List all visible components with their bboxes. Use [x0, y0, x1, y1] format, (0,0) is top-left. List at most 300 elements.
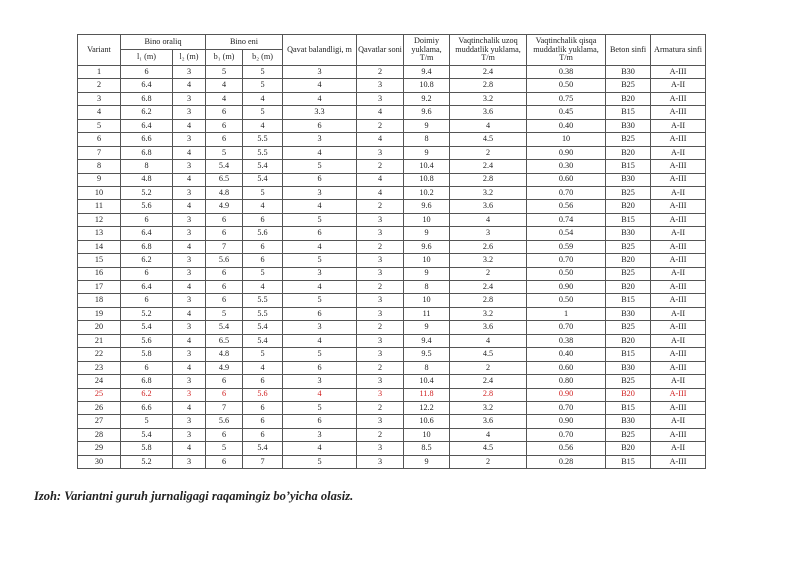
table-cell: 4.8	[121, 173, 173, 186]
table-cell: 5.4	[243, 321, 283, 334]
table-cell: 3	[357, 388, 404, 401]
table-cell: 9	[404, 267, 450, 280]
table-cell: 4.9	[206, 200, 243, 213]
table-cell: 6	[283, 415, 357, 428]
header-variant: Variant	[78, 35, 121, 66]
table-cell: 2	[357, 200, 404, 213]
table-cell: 2	[357, 240, 404, 253]
table-cell: 0.28	[527, 455, 606, 468]
table-cell: 3	[357, 348, 404, 361]
table-cell: 3	[173, 254, 206, 267]
table-cell: 3	[283, 428, 357, 441]
table-cell: 6	[243, 415, 283, 428]
header-b2: b₂ (m)	[243, 50, 283, 66]
table-row	[78, 348, 706, 361]
table-cell: 0.75	[527, 92, 606, 105]
table-cell: 3	[173, 267, 206, 280]
table-cell: 6	[206, 294, 243, 307]
table-row	[78, 321, 706, 334]
table-cell: 0.50	[527, 267, 606, 280]
table-cell: 10	[404, 213, 450, 226]
table-cell: 5.2	[121, 455, 173, 468]
table-cell: 6	[206, 213, 243, 226]
header-b1: b₁ (m)	[206, 50, 243, 66]
table-row	[78, 455, 706, 468]
table-cell: 5	[283, 160, 357, 173]
table-cell: 0.74	[527, 213, 606, 226]
table-cell: 4	[283, 388, 357, 401]
header-concrete: Beton sinfi	[606, 35, 651, 66]
table-row	[78, 133, 706, 146]
table-cell: 5	[283, 348, 357, 361]
table-cell: 4	[283, 240, 357, 253]
table-cell: 0.70	[527, 401, 606, 414]
table-cell: A-III	[651, 294, 706, 307]
table-cell: 5.5	[243, 133, 283, 146]
table-cell: 4	[173, 240, 206, 253]
table-cell: B25	[606, 428, 651, 441]
table-cell: B25	[606, 267, 651, 280]
table-cell: 24	[78, 375, 121, 388]
table-cell: 6	[78, 133, 121, 146]
table-cell: 3	[173, 428, 206, 441]
table-cell: A-III	[651, 66, 706, 79]
table-cell: 2.4	[450, 281, 527, 294]
table-cell: 3	[173, 348, 206, 361]
table-cell: 5	[206, 442, 243, 455]
table-cell: 9	[404, 455, 450, 468]
table-cell: 9.4	[404, 334, 450, 347]
table-cell: 3.2	[450, 92, 527, 105]
table-cell: 3.2	[450, 401, 527, 414]
table-cell: A-III	[651, 428, 706, 441]
table-cell: 5.4	[206, 321, 243, 334]
table-cell: 2.8	[450, 294, 527, 307]
table-cell: 3	[173, 106, 206, 119]
table-row	[78, 442, 706, 455]
table-cell: 6.4	[121, 227, 173, 240]
table-cell: 4	[357, 106, 404, 119]
table-cell: 9	[404, 146, 450, 159]
table-cell: 9.6	[404, 240, 450, 253]
table-cell: B30	[606, 66, 651, 79]
table-cell: 4	[173, 119, 206, 132]
table-cell: 0.90	[527, 415, 606, 428]
table-cell: 6.8	[121, 375, 173, 388]
table-row	[78, 160, 706, 173]
table-cell: 6	[283, 227, 357, 240]
table-cell: 6	[206, 133, 243, 146]
table-cell: 5	[206, 307, 243, 320]
table-cell: 10.8	[404, 173, 450, 186]
table-cell: 5.4	[121, 321, 173, 334]
table-cell: 4.5	[450, 348, 527, 361]
table-cell: 25	[78, 388, 121, 401]
table-row	[78, 267, 706, 280]
table-cell: 2	[357, 119, 404, 132]
table-cell: 4	[173, 79, 206, 92]
table-cell: 3	[78, 92, 121, 105]
table-cell: 10.2	[404, 186, 450, 199]
table-cell: 4	[173, 334, 206, 347]
table-cell: 2.6	[450, 240, 527, 253]
table-cell: 3	[283, 375, 357, 388]
header-short-load: Vaqtinchalik qisqa muddatlik yuklama, T/m	[527, 35, 606, 66]
table-cell: 7	[206, 401, 243, 414]
table-cell: B20	[606, 200, 651, 213]
table-cell: 6.4	[121, 119, 173, 132]
table-cell: 6.4	[121, 281, 173, 294]
table-cell: 10.4	[404, 375, 450, 388]
table-cell: 4	[357, 133, 404, 146]
table-cell: 10.8	[404, 79, 450, 92]
table-cell: 3	[173, 321, 206, 334]
table-cell: 4	[173, 361, 206, 374]
table-cell: 6	[121, 66, 173, 79]
table-cell: 6	[121, 267, 173, 280]
table-cell: B20	[606, 146, 651, 159]
table-row	[78, 146, 706, 159]
table-cell: 21	[78, 334, 121, 347]
table-cell: B20	[606, 334, 651, 347]
table-cell: 4	[243, 281, 283, 294]
table-cell: 10	[404, 428, 450, 441]
table-cell: 6	[206, 428, 243, 441]
table-cell: 9.6	[404, 200, 450, 213]
table-row	[78, 294, 706, 307]
table-body	[78, 66, 706, 469]
table-cell: 0.70	[527, 186, 606, 199]
table-cell: 0.90	[527, 281, 606, 294]
table-cell: 3	[357, 213, 404, 226]
table-cell: A-III	[651, 106, 706, 119]
table-cell: 9	[404, 119, 450, 132]
table-row	[78, 186, 706, 199]
table-cell: 11	[78, 200, 121, 213]
table-cell: 6	[206, 281, 243, 294]
table-cell: 4.5	[450, 442, 527, 455]
table-cell: 2.8	[450, 79, 527, 92]
table-cell: 3.3	[283, 106, 357, 119]
table-cell: B15	[606, 106, 651, 119]
table-cell: 10.6	[404, 415, 450, 428]
table-cell: 3	[173, 388, 206, 401]
table-cell: 3	[357, 415, 404, 428]
table-cell: B15	[606, 294, 651, 307]
table-cell: 2	[357, 361, 404, 374]
table-cell: A-II	[651, 267, 706, 280]
table-cell: 3	[357, 334, 404, 347]
table-cell: A-III	[651, 213, 706, 226]
table-cell: A-III	[651, 240, 706, 253]
table-cell: 23	[78, 361, 121, 374]
table-cell: 4	[173, 401, 206, 414]
table-cell: 3	[173, 213, 206, 226]
table-cell: 4	[450, 213, 527, 226]
table-cell: 6	[121, 361, 173, 374]
table-cell: 0.70	[527, 428, 606, 441]
table-cell: 6.2	[121, 106, 173, 119]
table-cell: 2	[450, 455, 527, 468]
table-cell: B30	[606, 119, 651, 132]
table-cell: 0.90	[527, 146, 606, 159]
table-cell: 2	[450, 146, 527, 159]
table-cell: 6	[206, 227, 243, 240]
table-cell: 3.6	[450, 415, 527, 428]
table-cell: 19	[78, 307, 121, 320]
table-cell: 4	[283, 281, 357, 294]
table-cell: B20	[606, 388, 651, 401]
table-cell: 5.5	[243, 307, 283, 320]
table-cell: 6.6	[121, 133, 173, 146]
table-cell: 5	[243, 348, 283, 361]
table-cell: 6	[206, 119, 243, 132]
table-cell: 3	[357, 92, 404, 105]
table-cell: A-III	[651, 281, 706, 294]
table-cell: 12.2	[404, 401, 450, 414]
table-cell: 3	[173, 160, 206, 173]
table-cell: 3	[283, 321, 357, 334]
table-cell: 6	[243, 375, 283, 388]
table-cell: 6	[243, 213, 283, 226]
table-cell: 4	[450, 428, 527, 441]
table-cell: 6	[283, 361, 357, 374]
table-cell: 3.2	[450, 307, 527, 320]
table-cell: 4	[243, 92, 283, 105]
table-cell: 3	[357, 267, 404, 280]
table-row	[78, 240, 706, 253]
table-cell: B20	[606, 92, 651, 105]
table-cell: A-II	[651, 334, 706, 347]
table-cell: 3	[173, 455, 206, 468]
table-cell: 8	[121, 160, 173, 173]
header-floors: Qavatlar soni	[357, 35, 404, 66]
table-cell: 0.50	[527, 79, 606, 92]
header-permanent-load: Doimiy yuklama, T/m	[404, 35, 450, 66]
table-row	[78, 361, 706, 374]
table-cell: 3	[173, 227, 206, 240]
table-cell: 9.2	[404, 92, 450, 105]
table-cell: 5.6	[121, 334, 173, 347]
table-cell: 8	[404, 281, 450, 294]
table-cell: 3	[357, 455, 404, 468]
table-cell: 0.70	[527, 254, 606, 267]
table-cell: 14	[78, 240, 121, 253]
table-cell: 8.5	[404, 442, 450, 455]
table-cell: 3	[357, 146, 404, 159]
table-cell: 3	[357, 294, 404, 307]
table-cell: 3.6	[450, 321, 527, 334]
table-cell: 3	[173, 133, 206, 146]
table-cell: 3	[173, 415, 206, 428]
table-cell: 3	[357, 227, 404, 240]
table-cell: 4	[173, 146, 206, 159]
table-cell: B20	[606, 281, 651, 294]
table-cell: 6	[206, 267, 243, 280]
table-cell: 3	[283, 186, 357, 199]
table-cell: 20	[78, 321, 121, 334]
table-cell: 5	[121, 415, 173, 428]
table-cell: 5	[283, 254, 357, 267]
table-cell: 10	[78, 186, 121, 199]
table-cell: 3	[173, 92, 206, 105]
table-cell: 5.5	[243, 294, 283, 307]
table-cell: 4	[243, 361, 283, 374]
table-cell: A-III	[651, 92, 706, 105]
table-cell: 2	[357, 160, 404, 173]
table-cell: A-III	[651, 254, 706, 267]
table-cell: 2	[450, 361, 527, 374]
table-row	[78, 307, 706, 320]
table-row	[78, 200, 706, 213]
table-row	[78, 79, 706, 92]
table-cell: 4	[173, 307, 206, 320]
table-cell: 10	[404, 294, 450, 307]
table-cell: B15	[606, 455, 651, 468]
table-cell: 4	[283, 146, 357, 159]
table-cell: 5.4	[121, 428, 173, 441]
table-cell: 9.5	[404, 348, 450, 361]
table-cell: 3	[173, 294, 206, 307]
table-cell: 2.4	[450, 160, 527, 173]
table-row	[78, 106, 706, 119]
table-cell: 6	[206, 388, 243, 401]
table-cell: 0.56	[527, 200, 606, 213]
table-cell: 10.4	[404, 160, 450, 173]
table-cell: 3.2	[450, 254, 527, 267]
table-cell: 5	[283, 213, 357, 226]
table-cell: 1	[78, 66, 121, 79]
table-cell: 17	[78, 281, 121, 294]
table-cell: 11	[404, 307, 450, 320]
table-cell: 3	[357, 375, 404, 388]
table-cell: 3	[357, 307, 404, 320]
table-row	[78, 227, 706, 240]
table-cell: 6.8	[121, 240, 173, 253]
table-cell: 22	[78, 348, 121, 361]
header-l1: l₁ (m)	[121, 50, 173, 66]
table-cell: 4.5	[450, 133, 527, 146]
table-cell: 5.6	[243, 227, 283, 240]
header-long-load: Vaqtinchalik uzoq muddatlik yuklama, T/m	[450, 35, 527, 66]
table-cell: 4	[450, 119, 527, 132]
table-cell: B25	[606, 79, 651, 92]
table-cell: 1	[527, 307, 606, 320]
table-cell: 3	[357, 442, 404, 455]
table-cell: 4	[283, 79, 357, 92]
table-cell: B30	[606, 227, 651, 240]
table-cell: B20	[606, 442, 651, 455]
table-cell: 6.8	[121, 92, 173, 105]
table-cell: 16	[78, 267, 121, 280]
table-cell: 5.5	[243, 146, 283, 159]
table-cell: 3	[173, 66, 206, 79]
table-cell: 0.59	[527, 240, 606, 253]
table-cell: 3	[283, 267, 357, 280]
table-cell: 0.56	[527, 442, 606, 455]
table-cell: 6.8	[121, 146, 173, 159]
table-cell: A-III	[651, 160, 706, 173]
table-cell: 4	[243, 200, 283, 213]
table-cell: 0.70	[527, 321, 606, 334]
table-cell: A-III	[651, 401, 706, 414]
table-cell: 5.6	[206, 254, 243, 267]
table-cell: 2	[357, 428, 404, 441]
table-row	[78, 375, 706, 388]
note-text: Izoh: Variantni guruh jurnaligagi raqamingiz bo’yicha olasiz.	[34, 489, 354, 503]
table-cell: 4	[243, 119, 283, 132]
table-cell: B30	[606, 361, 651, 374]
table-cell: 2	[357, 321, 404, 334]
table-cell: B15	[606, 401, 651, 414]
table-cell: 4	[283, 200, 357, 213]
table-cell: 0.60	[527, 361, 606, 374]
table-header	[78, 35, 706, 66]
table-cell: 6.2	[121, 388, 173, 401]
table-cell: 8	[404, 133, 450, 146]
table-cell: 0.50	[527, 294, 606, 307]
table-cell: 4	[357, 186, 404, 199]
table-cell: 5	[283, 401, 357, 414]
table-cell: 5.6	[243, 388, 283, 401]
table-cell: 3	[357, 79, 404, 92]
table-cell: 0.90	[527, 388, 606, 401]
table-row	[78, 388, 706, 401]
table-cell: 5	[243, 186, 283, 199]
table-cell: 6	[243, 428, 283, 441]
table-cell: 30	[78, 455, 121, 468]
table-cell: 5	[206, 146, 243, 159]
table-cell: 3	[283, 66, 357, 79]
table-cell: 18	[78, 294, 121, 307]
table-cell: B15	[606, 348, 651, 361]
header-l2: l₂ (m)	[173, 50, 206, 66]
table-cell: 7	[78, 146, 121, 159]
table-cell: 0.45	[527, 106, 606, 119]
table-cell: A-III	[651, 173, 706, 186]
table-row	[78, 254, 706, 267]
table-cell: 9	[78, 173, 121, 186]
table-cell: 6	[206, 375, 243, 388]
table-cell: 6.5	[206, 173, 243, 186]
table-row	[78, 213, 706, 226]
table-cell: 2	[357, 66, 404, 79]
table-cell: A-III	[651, 361, 706, 374]
table-cell: A-III	[651, 455, 706, 468]
table-cell: 4	[173, 281, 206, 294]
table-cell: 29	[78, 442, 121, 455]
table-cell: 5.4	[243, 442, 283, 455]
table-cell: 5.6	[206, 415, 243, 428]
table-row	[78, 415, 706, 428]
table-cell: 26	[78, 401, 121, 414]
table-cell: A-III	[651, 200, 706, 213]
header-rebar: Armatura sinfi	[651, 35, 706, 66]
table-cell: 4	[283, 334, 357, 347]
table-cell: 0.40	[527, 119, 606, 132]
table-cell: A-II	[651, 227, 706, 240]
table-cell: 0.54	[527, 227, 606, 240]
header-floor-height: Qavat balandligi, m	[283, 35, 357, 66]
table-cell: 8	[78, 160, 121, 173]
table-cell: 6.2	[121, 254, 173, 267]
table-cell: 4	[173, 173, 206, 186]
table-cell: 5.8	[121, 442, 173, 455]
table-cell: 2.4	[450, 375, 527, 388]
table-cell: A-III	[651, 348, 706, 361]
table-cell: A-III	[651, 133, 706, 146]
table-cell: 3	[173, 186, 206, 199]
